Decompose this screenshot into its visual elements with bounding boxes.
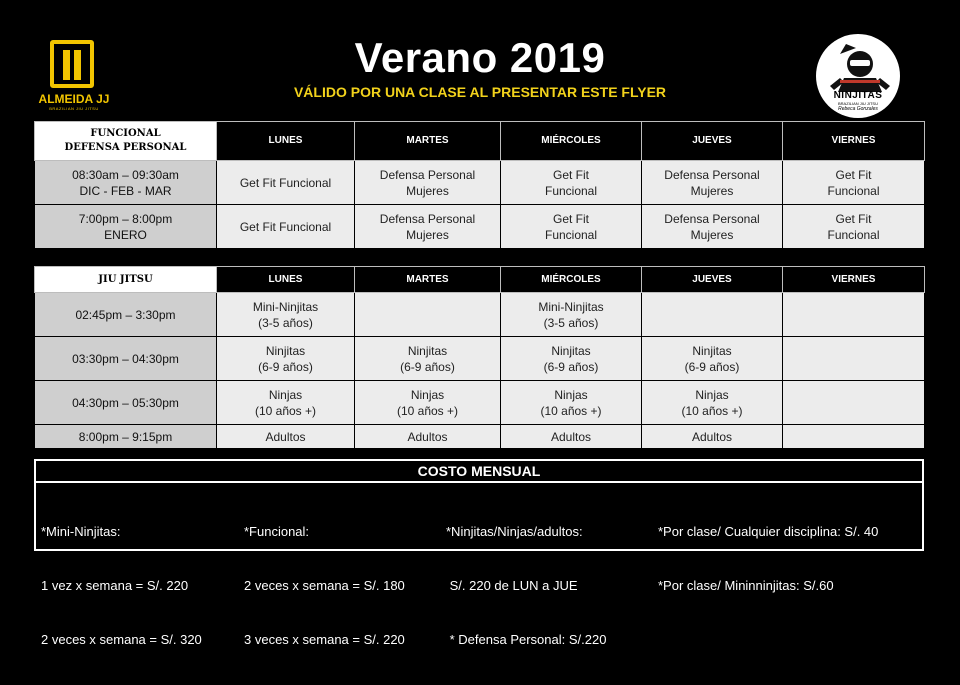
class-detail: Funcional <box>544 183 598 198</box>
price-line: 2 veces x semana = S/. 320 <box>41 632 202 647</box>
jiujitsu-schedule-table <box>34 266 925 449</box>
day-header-lunes: LUNES <box>217 122 355 161</box>
price-line: *Mini-Ninjitas: <box>41 524 121 539</box>
class-name: Get Fit Funcional <box>239 175 332 190</box>
time-range: 7:00pm – 8:00pm <box>78 211 173 226</box>
class-detail: Mujeres <box>406 183 449 198</box>
class-cell <box>217 205 355 249</box>
class-name: Get Fit <box>552 167 589 182</box>
class-cell <box>642 205 783 249</box>
day-header-viernes: VIERNES <box>783 267 925 293</box>
time-slot-cell <box>35 205 217 249</box>
price-line: 2 veces x semana = S/. 180 <box>244 578 405 593</box>
time-slot-cell: 04:30pm – 05:30pm <box>35 381 217 425</box>
class-name: Defensa Personal <box>379 211 476 226</box>
price-line: *Funcional: <box>244 524 310 539</box>
time-slot-cell: 03:30pm – 04:30pm <box>35 337 217 381</box>
class-cell: Adultos <box>217 425 355 449</box>
logo-right-name: NINJITAS <box>833 90 883 101</box>
class-name: Ninjas <box>268 387 303 402</box>
class-name: Get Fit <box>835 211 872 226</box>
class-cell <box>642 381 783 425</box>
costo-mensual-box <box>34 459 924 647</box>
class-cell: Adultos <box>355 425 501 449</box>
page-title: Verano 2019 <box>354 34 606 81</box>
ninjitas-logo <box>816 34 900 118</box>
class-cell <box>642 293 783 337</box>
class-name: Defensa Personal <box>664 211 760 226</box>
page-subtitle: VÁLIDO POR UNA CLASE AL PRESENTAR ESTE FLYER <box>293 84 667 100</box>
class-cell <box>783 205 925 249</box>
price-column-ninjitas-adultos <box>446 487 606 685</box>
class-detail: (3-5 años) <box>258 315 313 330</box>
class-name: Ninjitas <box>551 343 591 358</box>
price-line: *Por clase/ Cualquier disciplina: S/. 40 <box>658 524 879 539</box>
class-cell <box>355 161 501 205</box>
class-cell <box>501 205 642 249</box>
table-header-row <box>35 267 925 293</box>
class-detail: Funcional <box>827 227 880 242</box>
table-row <box>35 381 925 425</box>
class-cell <box>783 293 925 337</box>
class-detail: Mujeres <box>690 227 734 242</box>
class-detail: Mujeres <box>690 183 734 198</box>
price-column-por-clase <box>658 487 878 631</box>
time-months: DIC - FEB - MAR <box>79 183 172 198</box>
class-detail: (6-9 años) <box>684 359 740 374</box>
class-cell <box>783 161 925 205</box>
class-cell <box>501 293 642 337</box>
class-cell <box>642 161 783 205</box>
time-range: 08:30am – 09:30am <box>72 167 179 182</box>
class-cell: Adultos <box>501 425 642 449</box>
class-cell: Adultos <box>642 425 783 449</box>
logo-right-signature: Rebeca Gonzales <box>838 106 878 112</box>
funcional-label-line2: DEFENSA PERSONAL <box>64 142 187 153</box>
day-header-miercoles: MIÉRCOLES <box>501 122 642 161</box>
class-detail: (6-9 años) <box>400 359 455 374</box>
price-line: * Defensa Personal: S/.220 <box>446 632 607 647</box>
class-name: Get Fit <box>552 211 589 226</box>
price-line: S/. 220 de LUN a JUE <box>446 578 578 593</box>
logo-left-sub: BRAZILIAN JIU JITSU <box>49 106 99 111</box>
header <box>0 0 960 118</box>
day-header-martes: MARTES <box>355 267 501 293</box>
table-row <box>35 425 925 449</box>
table-row <box>35 337 925 381</box>
price-line: *Ninjitas/Ninjas/adultos: <box>446 524 583 539</box>
class-detail: (6-9 años) <box>543 359 599 374</box>
day-header-jueves: JUEVES <box>642 122 783 161</box>
class-detail: (10 años +) <box>396 403 459 418</box>
time-slot-cell: 8:00pm – 9:15pm <box>35 425 217 449</box>
price-line: 3 veces x semana = S/. 220 <box>244 632 405 647</box>
class-cell <box>783 337 925 381</box>
class-detail: Funcional <box>544 227 598 242</box>
class-cell <box>501 161 642 205</box>
class-cell <box>642 337 783 381</box>
class-cell <box>783 381 925 425</box>
class-name: Ninjas <box>554 387 588 402</box>
class-detail: (10 años +) <box>540 403 602 418</box>
day-header-lunes: LUNES <box>217 267 355 293</box>
price-line: 1 vez x semana = S/. 220 <box>41 578 189 593</box>
logo-right-sub: BRAZILIAN JIU JITSU <box>837 101 878 106</box>
price-column-mini-ninjitas <box>41 487 202 685</box>
class-cell <box>783 425 925 449</box>
time-slot-cell: 02:45pm – 3:30pm <box>35 293 217 337</box>
class-cell <box>217 293 355 337</box>
day-header-jueves: JUEVES <box>642 267 783 293</box>
class-detail: (3-5 años) <box>543 315 599 330</box>
price-column-funcional <box>244 487 405 685</box>
class-detail: (10 años +) <box>254 403 317 418</box>
class-detail: Mujeres <box>406 227 449 242</box>
class-cell <box>501 381 642 425</box>
class-cell <box>501 337 642 381</box>
class-name: Ninjas <box>695 387 729 402</box>
class-name: Ninjitas <box>692 343 732 358</box>
class-name: Ninjitas <box>407 343 448 358</box>
funcional-section-label <box>35 122 217 161</box>
class-name: Mini-Ninjitas <box>252 299 319 314</box>
funcional-schedule-table <box>34 121 925 249</box>
class-name: Get Fit <box>835 167 872 182</box>
day-header-martes: MARTES <box>355 122 501 161</box>
time-months: ENERO <box>104 227 147 242</box>
logo-left-brand: ALMEIDA JJ <box>38 92 110 106</box>
time-slot-cell <box>35 161 217 205</box>
jiujitsu-section-label: JIU JITSU <box>35 267 217 293</box>
class-cell <box>217 337 355 381</box>
class-cell <box>217 381 355 425</box>
table-row <box>35 161 925 205</box>
day-header-viernes: VIERNES <box>783 122 925 161</box>
class-cell <box>355 337 501 381</box>
table-row <box>35 293 925 337</box>
class-name: Mini-Ninjitas <box>538 299 604 314</box>
table-row <box>35 205 925 249</box>
class-name: Get Fit Funcional <box>239 219 332 234</box>
class-name: Defensa Personal <box>664 167 760 182</box>
class-name: Defensa Personal <box>379 167 476 182</box>
class-detail: Funcional <box>827 183 880 198</box>
table-header-row <box>35 122 925 161</box>
class-name: Ninjas <box>410 387 445 402</box>
class-name: Ninjitas <box>265 343 306 358</box>
class-cell <box>217 161 355 205</box>
class-cell <box>355 293 501 337</box>
costo-mensual-title: COSTO MENSUAL <box>36 461 922 483</box>
day-header-miercoles: MIÉRCOLES <box>501 267 642 293</box>
class-cell <box>355 205 501 249</box>
class-detail: (6-9 años) <box>258 359 313 374</box>
price-line: *Por clase/ Mininninjitas: S/.60 <box>658 578 834 593</box>
class-cell <box>355 381 501 425</box>
class-detail: (10 años +) <box>681 403 743 418</box>
funcional-label-line1: FUNCIONAL <box>90 128 161 139</box>
